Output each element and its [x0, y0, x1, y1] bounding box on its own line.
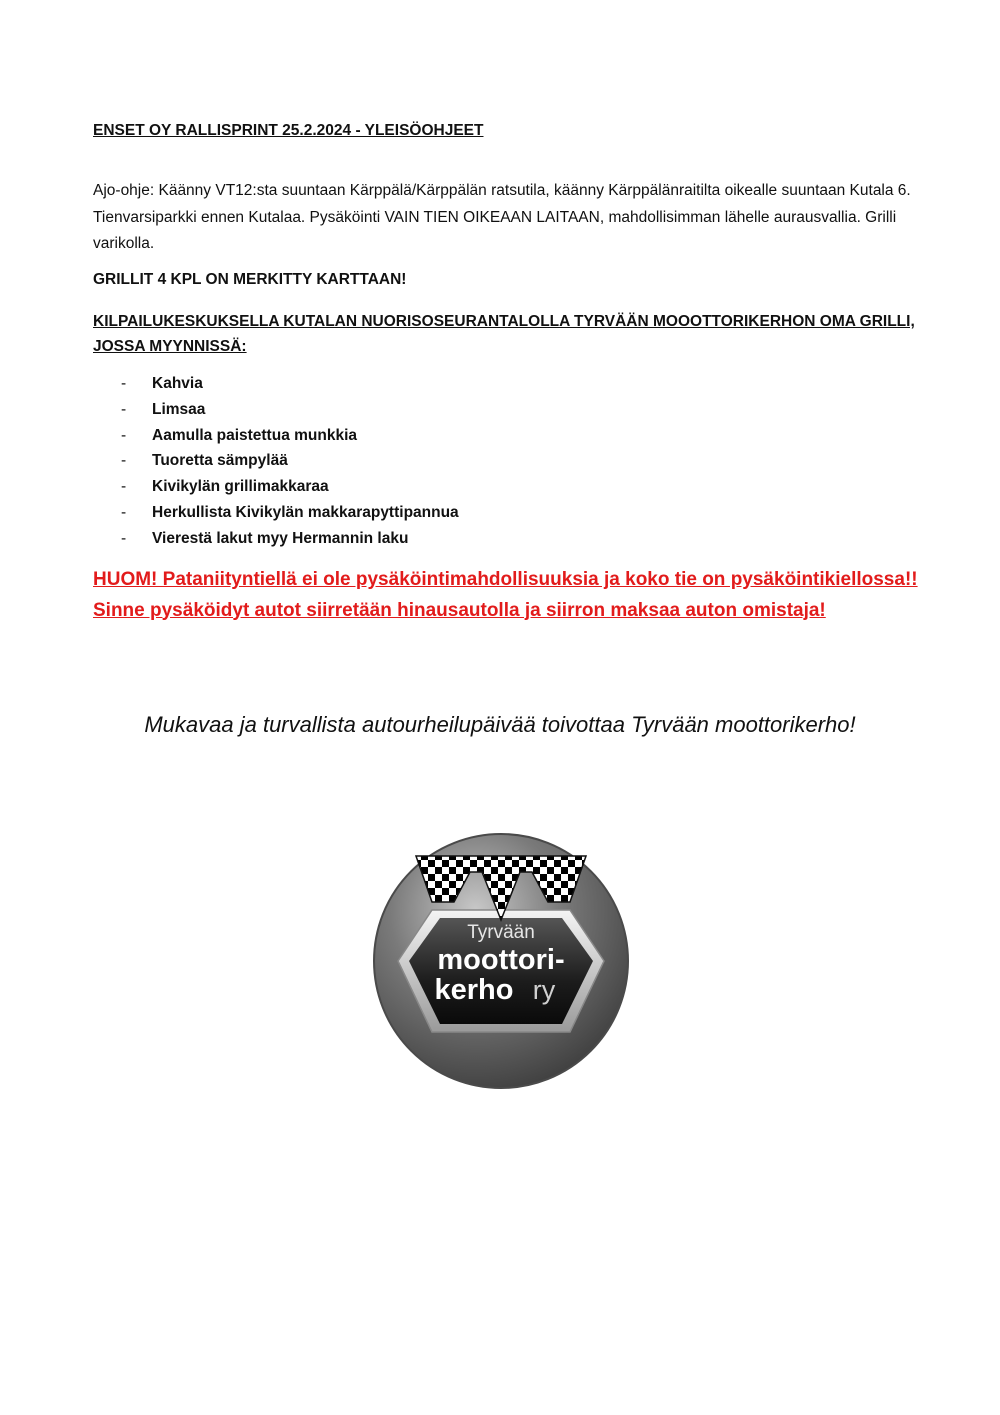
list-bullet: - [121, 400, 127, 418]
list-bullet: - [121, 529, 127, 547]
list-item-label: Limsaa [152, 400, 206, 418]
sales-list [93, 371, 459, 552]
competition-center-heading: KILPAILUKESKUKSELLA KUTALAN NUORISOSEURANTALOLLA TYRVÄÄN MOOOTTORIKERHON OMA GRILLI, JOSSA MYYNNISSÄ: [93, 313, 915, 355]
logo-text-ry: ry [532, 975, 556, 1005]
list-item-label: Kivikylän grillimakkaraa [152, 478, 329, 496]
list-bullet: - [121, 452, 127, 470]
list-item [93, 474, 459, 500]
parking-warning: HUOM! Pataniityntiellä ei ole pysäköintimahdollisuuksia ja koko tie on pysäköintikiellossa!! Sinne pysäköidyt autot siirretään hinausautolla ja siirron maksaa auton omistaja! [93, 569, 918, 621]
list-bullet: - [121, 478, 127, 496]
document-title: ENSET OY RALLISPRINT 25.2.2024 - YLEISÖOHJEET [93, 122, 484, 139]
logo-text-kerho: kerho [434, 974, 514, 1006]
driving-directions: Ajo-ohje: Käänny VT12:sta suuntaan Kärppälä/Kärppälän ratsutila, käänny Kärppälänraitilta oikealle suuntaan Kutala 6. Tienvarsiparkki ennen Kutalaa. Pysäköinti VAIN TIEN OIKEAAN LAITAAN, mahdollisimman lähelle aurausvallia. Grilli varikolla. [93, 182, 911, 252]
list-item-label: Aamulla paistettua munkkia [152, 426, 358, 444]
list-item-label: Vierestä lakut myy Hermannin laku [152, 529, 409, 547]
list-item-label: Herkullista Kivikylän makkarapyttipannua [152, 503, 459, 521]
list-item [93, 397, 459, 423]
grills-note: GRILLIT 4 KPL ON MERKITTY KARTTAAN! [93, 271, 407, 288]
club-logo [372, 832, 630, 1090]
list-bullet: - [121, 426, 127, 444]
list-item-label: Kahvia [152, 375, 203, 392]
list-item [93, 500, 459, 526]
list-item [93, 423, 459, 449]
closing-message: Mukavaa ja turvallista autourheilupäivää toivottaa Tyrvään moottorikerho! [144, 712, 856, 737]
list-item [93, 526, 459, 552]
logo-text-moottori: moottori- [437, 944, 565, 976]
logo-text-tyrvaan: Tyrvään [467, 922, 535, 943]
list-bullet: - [121, 503, 127, 521]
list-item-label: Tuoretta sämpylää [152, 452, 288, 470]
list-item [93, 448, 459, 474]
list-bullet: - [121, 375, 127, 392]
list-item [93, 371, 459, 397]
